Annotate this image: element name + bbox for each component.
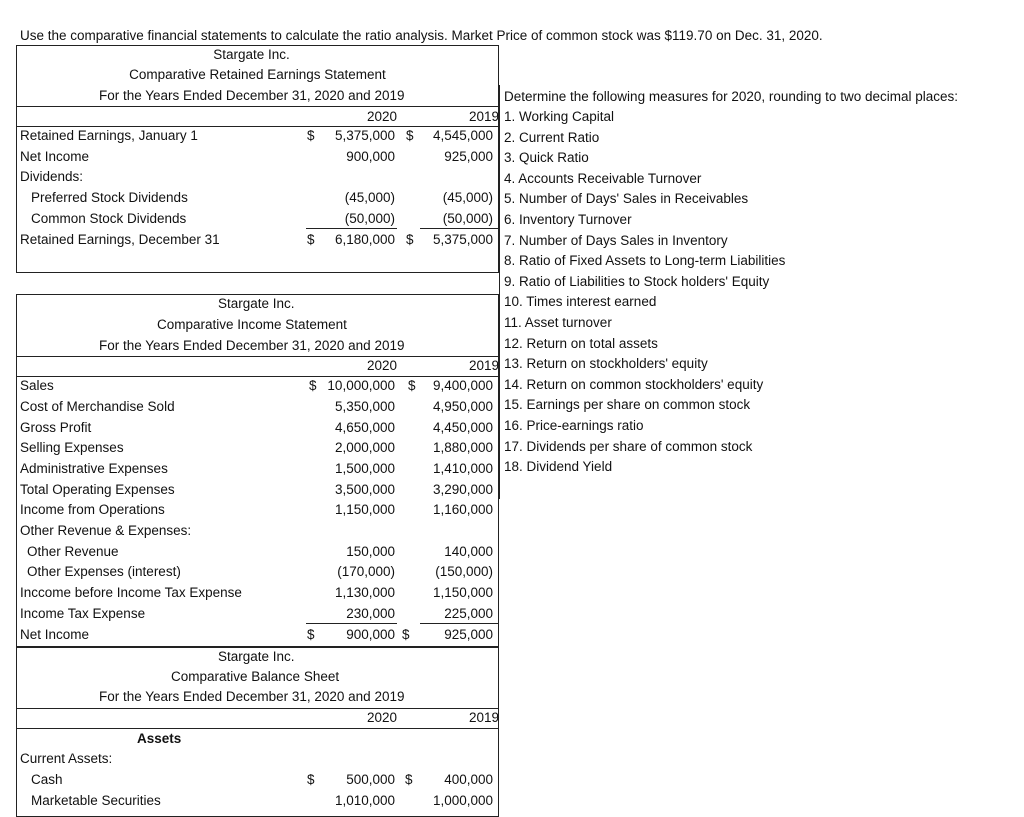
income-row-value-2020: 150,000 xyxy=(346,544,395,559)
retained-row-value-2019: 4,545,000 xyxy=(432,128,493,143)
income-row-value-2019: 9,400,000 xyxy=(432,378,493,393)
income-row-value-2019: 140,000 xyxy=(444,544,493,559)
balance-row-value-2019: 1,000,000 xyxy=(432,793,493,808)
dollar-sign: $ xyxy=(307,128,315,143)
retained-row-label: Retained Earnings, December 31 xyxy=(20,232,220,247)
retained-row-label: Dividends: xyxy=(20,169,84,184)
balance-row-label: Marketable Securities xyxy=(31,793,161,808)
income-row-value-2019: 1,410,000 xyxy=(432,461,493,476)
income-row-value-2020: 10,000,000 xyxy=(327,378,395,393)
balance-col-2019: 2019 xyxy=(468,710,499,725)
measure-item: 11. Asset turnover xyxy=(504,315,612,330)
measure-item: 9. Ratio of Liabilities to Stock holders' Equity xyxy=(504,273,770,289)
dollar-sign: $ xyxy=(307,627,315,642)
balance-row-value-2020: 500,000 xyxy=(346,772,395,787)
income-row-label: Inccome before Income Tax Expense xyxy=(20,585,242,600)
income-col-2020: 2020 xyxy=(366,358,397,373)
retained-row-value-2020: 5,375,000 xyxy=(334,128,395,143)
retained-col-2019: 2019 xyxy=(468,109,499,124)
measure-item: 16. Price-earnings ratio xyxy=(504,418,644,433)
measure-item: 4. Accounts Receivable Turnover xyxy=(504,170,702,186)
measure-item: 6. Inventory Turnover xyxy=(504,212,632,227)
balance-title: Comparative Balance Sheet xyxy=(171,669,340,684)
income-row-value-2019: 4,950,000 xyxy=(432,399,493,414)
income-row-value-2020: (170,000) xyxy=(337,564,395,579)
income-row-value-2019: 1,160,000 xyxy=(432,502,493,517)
income-row-value-2019: 1,150,000 xyxy=(432,585,493,600)
measure-item: 5. Number of Days' Sales in Receivables xyxy=(504,191,749,207)
income-row-label: Net Income xyxy=(20,627,90,642)
measure-item: 13. Return on stockholders' equity xyxy=(504,356,708,372)
balance-company: Stargate Inc. xyxy=(218,649,295,664)
income-row-value-2019: 225,000 xyxy=(444,606,493,621)
income-col-2019: 2019 xyxy=(468,358,499,373)
income-row-label: Gross Profit xyxy=(20,420,92,435)
measure-item: 15. Earnings per share on common stock xyxy=(504,397,751,413)
retained-row-value-2019: 5,375,000 xyxy=(432,232,493,247)
retained-row-value-2019: (45,000) xyxy=(442,190,493,205)
income-row-label: Other Revenue & Expenses: xyxy=(20,523,192,538)
balance-row-label: Current Assets: xyxy=(20,751,113,766)
measure-item: 18. Dividend Yield xyxy=(504,459,613,475)
balance-row-value-2020: 1,010,000 xyxy=(334,793,395,808)
measure-item: 10. Times interest earned xyxy=(504,294,657,310)
retained-row-label: Common Stock Dividends xyxy=(31,211,187,226)
income-row-value-2020: 1,500,000 xyxy=(334,461,395,476)
retained-row-value-2020: 900,000 xyxy=(346,149,395,164)
balance-col-2020: 2020 xyxy=(366,710,397,725)
measure-item: 2. Current Ratio xyxy=(504,129,600,145)
dollar-sign: $ xyxy=(402,627,410,642)
income-row-label: Income Tax Expense xyxy=(20,606,146,621)
income-period: For the Years Ended December 31, 2020 and 2019 xyxy=(99,338,405,353)
measure-item: 12. Return on total assets xyxy=(504,335,658,351)
dollar-sign: $ xyxy=(309,378,317,393)
income-row-value-2019: 4,450,000 xyxy=(432,420,493,435)
measures-heading: Determine the following measures for 2020, rounding to two decimal places: xyxy=(504,89,958,104)
retained-period: For the Years Ended December 31, 2020 and 2019 xyxy=(99,88,405,103)
measure-item: 14. Return on common stockholders' equity xyxy=(504,376,764,392)
assets-heading: Assets xyxy=(137,731,182,746)
income-row-value-2020: 230,000 xyxy=(346,606,395,621)
income-row-value-2019: 3,290,000 xyxy=(432,482,493,497)
measure-item: 7. Number of Days Sales in Inventory xyxy=(504,232,728,248)
measure-item: 17. Dividends per share of common stock xyxy=(504,438,753,454)
retained-title: Comparative Retained Earnings Statement xyxy=(129,67,386,82)
income-row-value-2020: 3,500,000 xyxy=(334,482,395,497)
balance-row-label: Cash xyxy=(31,772,63,787)
retained-row-value-2019: 925,000 xyxy=(444,149,493,164)
retained-row-label: Preferred Stock Dividends xyxy=(31,190,188,205)
income-title: Comparative Income Statement xyxy=(157,317,347,332)
retained-row-label: Net Income xyxy=(20,149,90,164)
dollar-sign: $ xyxy=(405,772,413,787)
income-row-value-2020: 2,000,000 xyxy=(334,440,395,455)
measure-item: 8. Ratio of Fixed Assets to Long-term Liabilities xyxy=(504,253,786,269)
dollar-sign: $ xyxy=(408,378,416,393)
income-row-value-2020: 5,350,000 xyxy=(334,399,395,414)
income-row-value-2020: 1,150,000 xyxy=(334,502,395,517)
balance-row-value-2019: 400,000 xyxy=(444,772,493,787)
retained-row-value-2020: 6,180,000 xyxy=(334,232,395,247)
dollar-sign: $ xyxy=(406,232,414,247)
retained-row-value-2020: (45,000) xyxy=(344,190,395,205)
retained-row-value-2019: (50,000) xyxy=(442,211,493,226)
income-row-value-2019: 1,880,000 xyxy=(432,440,493,455)
instruction-text: Use the comparative financial statements to calculate the ratio analysis. Market Price of common stock was $119.70 on Dec. 31, 2020. xyxy=(20,28,823,43)
measure-item: 1. Working Capital xyxy=(504,109,615,124)
income-row-label: Sales xyxy=(20,378,54,393)
income-row-value-2020: 4,650,000 xyxy=(334,420,395,435)
dollar-sign: $ xyxy=(307,772,315,787)
retained-row-value-2020: (50,000) xyxy=(344,211,395,226)
balance-period: For the Years Ended December 31, 2020 and 2019 xyxy=(99,689,405,704)
income-row-value-2020: 900,000 xyxy=(346,627,395,642)
income-row-label: Cost of Merchandise Sold xyxy=(20,399,175,414)
income-row-label: Other Expenses (interest) xyxy=(27,564,181,579)
income-row-value-2019: 925,000 xyxy=(444,627,493,642)
retained-col-2020: 2020 xyxy=(366,109,397,124)
income-company: Stargate Inc. xyxy=(218,296,295,311)
retained-row-label: Retained Earnings, January 1 xyxy=(20,128,198,143)
income-row-label: Administrative Expenses xyxy=(20,461,168,476)
retained-company: Stargate Inc. xyxy=(213,47,290,62)
income-row-label: Other Revenue xyxy=(27,544,119,559)
measure-item: 3. Quick Ratio xyxy=(504,150,589,166)
income-row-label: Selling Expenses xyxy=(20,440,124,455)
dollar-sign: $ xyxy=(406,128,414,143)
income-row-value-2019: (150,000) xyxy=(435,564,493,579)
income-row-value-2020: 1,130,000 xyxy=(334,585,395,600)
dollar-sign: $ xyxy=(307,232,315,247)
income-row-label: Income from Operations xyxy=(20,502,165,517)
income-row-label: Total Operating Expenses xyxy=(20,482,175,497)
